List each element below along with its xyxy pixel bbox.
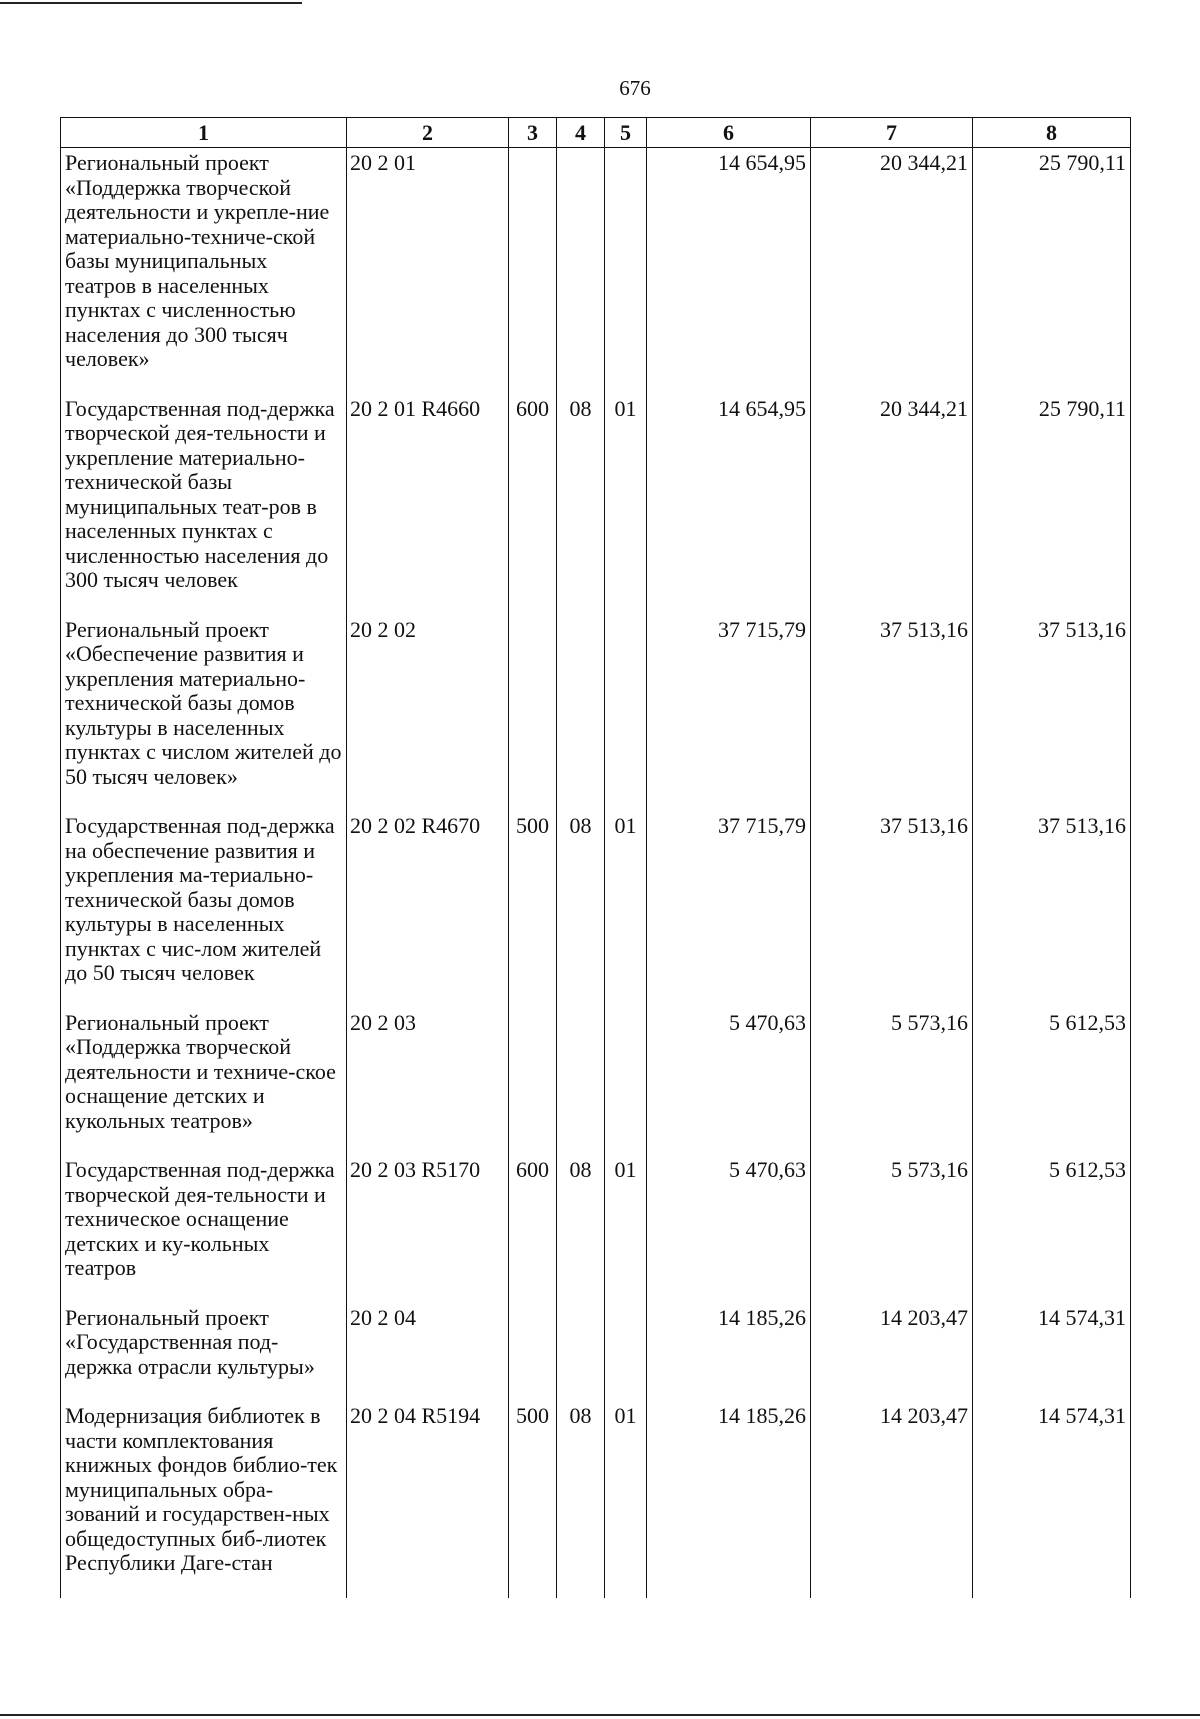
header-row — [61, 118, 1131, 148]
row-col3: 600 — [509, 394, 557, 615]
row-col4 — [557, 1303, 605, 1402]
row-name: Региональный проект «Государственная под-держка отрасли культуры» — [61, 1303, 347, 1402]
row-value-8: 25 790,11 — [973, 148, 1131, 394]
row-col4: 08 — [557, 1155, 605, 1303]
budget-table — [60, 117, 1131, 1598]
row-value-6: 37 715,79 — [647, 615, 811, 812]
row-col5 — [605, 1303, 647, 1402]
row-value-7: 14 203,47 — [811, 1401, 973, 1598]
row-value-6: 14 654,95 — [647, 394, 811, 615]
row-value-8: 25 790,11 — [973, 394, 1131, 615]
column-header: 2 — [347, 118, 509, 148]
column-header: 5 — [605, 118, 647, 148]
row-value-7: 14 203,47 — [811, 1303, 973, 1402]
row-col5: 01 — [605, 394, 647, 615]
table-row — [61, 1008, 1131, 1156]
row-code: 20 2 01 — [347, 148, 509, 394]
row-col3 — [509, 1303, 557, 1402]
row-name: Региональный проект «Поддержка творческой деятельности и укрепле-ние материально-техниче-ской базы муниципальных театров в населенных пунктах с численностью населения до 300 тысяч человек» — [61, 148, 347, 394]
column-header: 7 — [811, 118, 973, 148]
row-col5: 01 — [605, 811, 647, 1008]
row-value-6: 14 185,26 — [647, 1303, 811, 1402]
top-rule — [0, 2, 302, 4]
row-code: 20 2 04 — [347, 1303, 509, 1402]
row-col3 — [509, 1008, 557, 1156]
row-col4: 08 — [557, 1401, 605, 1598]
table-row — [61, 1155, 1131, 1303]
table-row — [61, 394, 1131, 615]
row-name: Региональный проект «Поддержка творческой деятельности и техниче-ское оснащение детских и кукольных театров» — [61, 1008, 347, 1156]
row-value-7: 37 513,16 — [811, 615, 973, 812]
row-col4: 08 — [557, 811, 605, 1008]
row-value-6: 5 470,63 — [647, 1008, 811, 1156]
row-col5 — [605, 615, 647, 812]
row-code: 20 2 03 — [347, 1008, 509, 1156]
row-col5 — [605, 148, 647, 394]
column-header: 1 — [61, 118, 347, 148]
row-name: Государственная под-держка творческой дея-тельности и техническое оснащение детских и ку-кольных театров — [61, 1155, 347, 1303]
row-value-7: 20 344,21 — [811, 394, 973, 615]
row-col3 — [509, 148, 557, 394]
row-name: Государственная под-держка на обеспечение развития и укрепления ма-териально-технической базы домов культуры в населенных пунктах с чис-лом жителей до 50 тысяч человек — [61, 811, 347, 1008]
row-value-8: 37 513,16 — [973, 811, 1131, 1008]
row-value-8: 14 574,31 — [973, 1303, 1131, 1402]
column-header: 6 — [647, 118, 811, 148]
row-col5: 01 — [605, 1155, 647, 1303]
row-col3: 600 — [509, 1155, 557, 1303]
row-name: Модернизация библиотек в части комплектования книжных фондов библио-тек муниципальных обра-зований и государствен-ных общедоступных биб-лиотек Республики Даге-стан — [61, 1401, 347, 1598]
row-value-8: 5 612,53 — [973, 1008, 1131, 1156]
table-row — [61, 615, 1131, 812]
row-col4 — [557, 148, 605, 394]
row-col4: 08 — [557, 394, 605, 615]
row-value-8: 37 513,16 — [973, 615, 1131, 812]
row-col4 — [557, 1008, 605, 1156]
bottom-rule — [0, 1714, 1200, 1716]
row-col3: 500 — [509, 1401, 557, 1598]
row-code: 20 2 02 — [347, 615, 509, 812]
row-col5: 01 — [605, 1401, 647, 1598]
column-header: 8 — [973, 118, 1131, 148]
row-value-7: 5 573,16 — [811, 1155, 973, 1303]
row-code: 20 2 01 R4660 — [347, 394, 509, 615]
row-col5 — [605, 1008, 647, 1156]
table-row — [61, 811, 1131, 1008]
row-code: 20 2 02 R4670 — [347, 811, 509, 1008]
row-value-7: 20 344,21 — [811, 148, 973, 394]
table-row — [61, 1303, 1131, 1402]
row-code: 20 2 03 R5170 — [347, 1155, 509, 1303]
row-name: Государственная под-держка творческой дея-тельности и укрепление материально-технической базы муниципальных теат-ров в населенных пунктах с численностью населения до 300 тысяч человек — [61, 394, 347, 615]
column-header: 3 — [509, 118, 557, 148]
row-code: 20 2 04 R5194 — [347, 1401, 509, 1598]
row-col3 — [509, 615, 557, 812]
table-row — [61, 148, 1131, 394]
row-value-7: 37 513,16 — [811, 811, 973, 1008]
row-name: Региональный проект «Обеспечение развития и укрепления материально-технической базы домов культуры в населенных пунктах с числом жителей до 50 тысяч человек» — [61, 615, 347, 812]
row-value-6: 5 470,63 — [647, 1155, 811, 1303]
row-col4 — [557, 615, 605, 812]
table-row — [61, 1401, 1131, 1598]
row-value-7: 5 573,16 — [811, 1008, 973, 1156]
row-value-6: 37 715,79 — [647, 811, 811, 1008]
row-value-6: 14 185,26 — [647, 1401, 811, 1598]
row-col3: 500 — [509, 811, 557, 1008]
column-header: 4 — [557, 118, 605, 148]
row-value-8: 5 612,53 — [973, 1155, 1131, 1303]
row-value-8: 14 574,31 — [973, 1401, 1131, 1598]
row-value-6: 14 654,95 — [647, 148, 811, 394]
page-number: 676 — [619, 76, 651, 100]
